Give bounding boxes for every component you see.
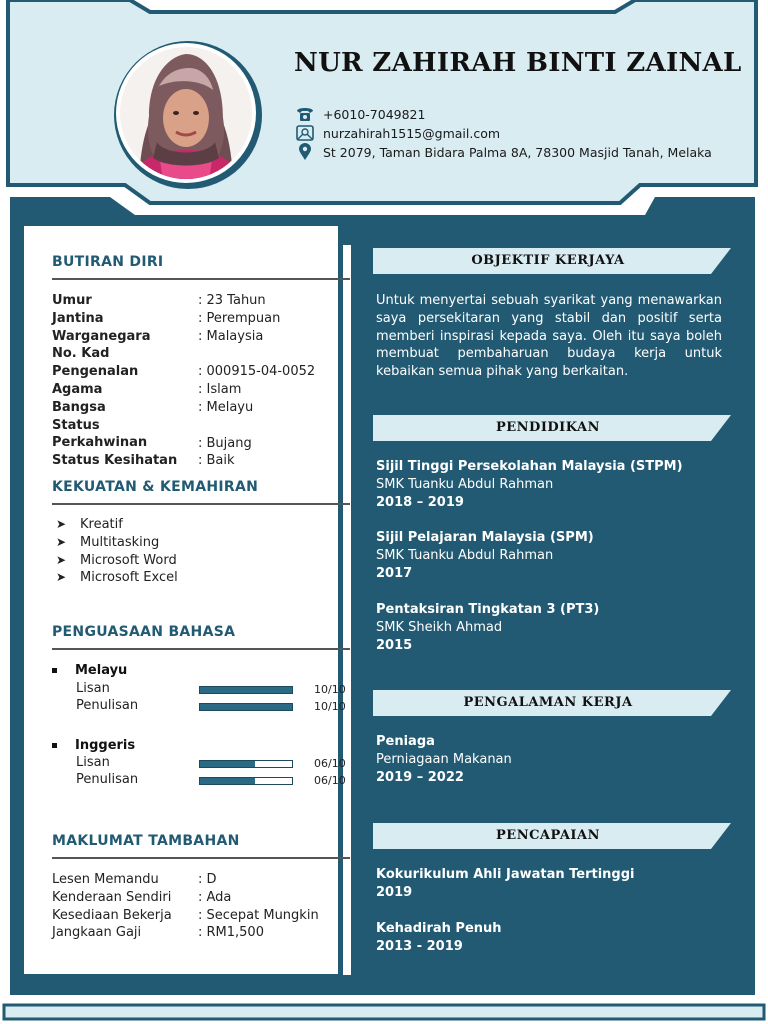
section-divider <box>52 648 350 650</box>
language-skill-row: Lisan 10/10 <box>76 681 346 696</box>
language-inggeris: Inggeris <box>52 738 135 753</box>
detail-row: Umur : 23 Tahun <box>52 293 266 308</box>
skill-level-bar <box>199 777 293 785</box>
section-title-pendidikan: PENDIDIKAN <box>495 420 601 435</box>
detail-row: Jangkaan Gaji : RM1,500 <box>52 925 264 941</box>
footer-strip <box>4 1005 764 1019</box>
language-melayu: Melayu <box>52 663 127 678</box>
education-item: Pentaksiran Tingkatan 3 (PT3) SMK Sheikh Ahmad 2015 <box>376 602 600 653</box>
column-divider <box>343 245 351 975</box>
section-title-butiran-diri: BUTIRAN DIRI <box>52 254 164 270</box>
objektif-text: Untuk menyertai sebuah syarikat yang menawarkan saya persekitaran yang stabil dan positif serta memberi inspirasi kepada saya. Oleh itu saya boleh membuat pembaharuan budaya kerja untuk kebaikan semua pihak yang berkaitan. <box>376 293 722 380</box>
education-item: Sijil Tinggi Persekolahan Malaysia (STPM) SMK Tuanku Abdul Rahman 2018 – 2019 <box>376 459 683 510</box>
section-title-pencapaian: PENCAPAIAN <box>496 828 600 843</box>
full-name: NUR ZAHIRAH BINTI ZAINAL <box>294 48 742 78</box>
left-panel <box>24 226 346 974</box>
list-item: ➤ Multitasking <box>56 534 160 550</box>
detail-row: Kesediaan Bekerja : Secepat Mungkin <box>52 907 319 923</box>
section-title-bahasa: PENGUASAAN BAHASA <box>52 624 236 640</box>
arrow-bullet-icon: ➤ <box>56 552 67 567</box>
language-skill-row: Penulisan 06/10 <box>76 772 346 787</box>
detail-row: Warganegara : Malaysia <box>52 328 264 344</box>
detail-row: Status Perkahwinan : Bujang <box>52 417 252 451</box>
detail-row: No. Kad Pengenalan : 000915-04-0052 <box>52 346 316 380</box>
skills-list <box>56 516 178 587</box>
skill-level-bar <box>199 703 293 711</box>
address-text: St 2079, Taman Bidara Palma 8A, 78300 Masjid Tanah, Melaka <box>323 144 712 160</box>
list-item: ➤ Microsoft Word <box>56 552 177 568</box>
skill-level-bar <box>199 760 293 768</box>
personal-details-list <box>52 292 315 470</box>
achievement-item: Kehadirah Penuh 2013 - 2019 <box>376 921 502 954</box>
detail-row: Jantina : Perempuan <box>52 310 281 326</box>
additional-info-list <box>52 871 319 942</box>
section-title-kekuatan: KEKUATAN & KEMAHIRAN <box>52 479 259 495</box>
detail-row: Kenderaan Sendiri : Ada <box>52 889 232 905</box>
section-title-pengalaman: PENGALAMAN KERJA <box>463 695 633 710</box>
phone-icon <box>296 105 314 123</box>
language-skill-row: Penulisan 10/10 <box>76 698 346 713</box>
section-divider <box>52 278 350 280</box>
section-title-objektif: OBJEKTIF KERJAYA <box>471 253 625 268</box>
email-text[interactable]: nurzahirah1515@gmail.com <box>323 125 501 141</box>
section-divider <box>52 503 350 505</box>
education-item: Sijil Pelajaran Malaysia (SPM) SMK Tuanku Abdul Rahman 2017 <box>376 530 594 581</box>
arrow-bullet-icon: ➤ <box>56 517 67 531</box>
contact-email <box>296 124 500 142</box>
section-divider <box>52 857 350 859</box>
profile-photo <box>119 46 253 180</box>
experience-item: Peniaga Perniagaan Makanan 2019 – 2022 <box>376 734 512 785</box>
location-pin-icon <box>296 143 314 161</box>
achievement-item: Kokurikulum Ahli Jawatan Tertinggi 2019 <box>376 867 635 900</box>
detail-row: Agama : Islam <box>52 381 242 397</box>
language-skill-row: Lisan 06/10 <box>76 755 346 770</box>
email-icon <box>296 124 314 142</box>
section-title-tambahan: MAKLUMAT TAMBAHAN <box>52 833 240 849</box>
square-bullet-icon <box>52 668 57 673</box>
contact-address <box>296 143 712 161</box>
arrow-bullet-icon: ➤ <box>56 570 67 585</box>
detail-row: Status Kesihatan : Baik <box>52 453 235 469</box>
skill-level-bar <box>199 686 293 694</box>
list-item: ➤ Microsoft Excel <box>56 570 178 586</box>
detail-row: Lesen Memandu : D <box>52 872 217 887</box>
detail-row: Bangsa : Melayu <box>52 399 254 415</box>
phone-text[interactable]: +6010-7049821 <box>323 106 426 122</box>
list-item: ➤ Kreatif <box>56 517 123 532</box>
contact-phone <box>296 105 425 123</box>
arrow-bullet-icon: ➤ <box>56 534 67 549</box>
square-bullet-icon <box>52 743 57 748</box>
